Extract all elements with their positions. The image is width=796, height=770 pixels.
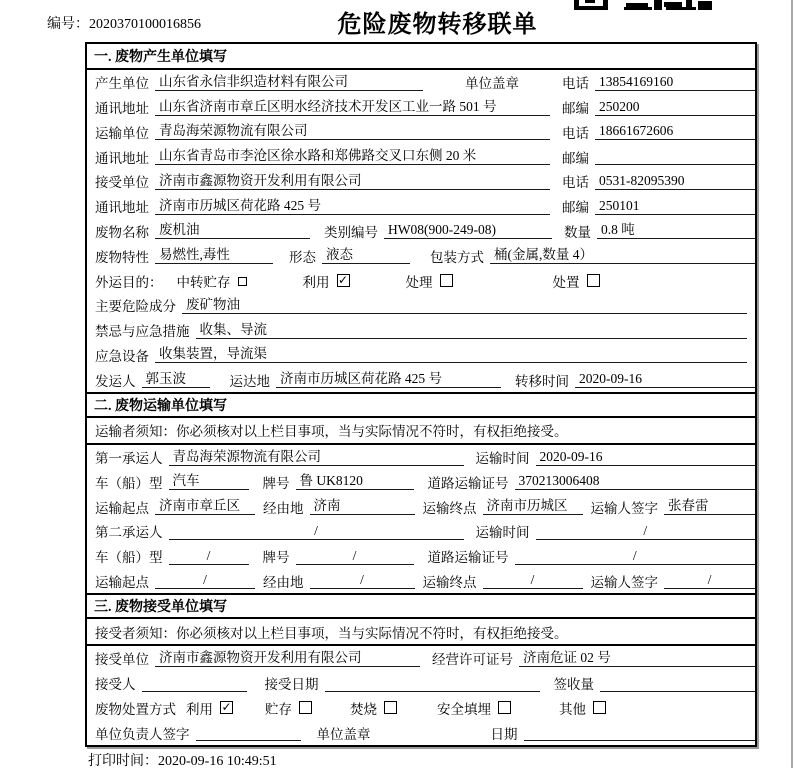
vehicle-type2-value: /: [169, 548, 249, 565]
road-permit1-value: 370213006408: [515, 473, 756, 490]
consignor-label: 发运人: [95, 373, 136, 389]
acceptor-label: 接受人: [95, 677, 136, 693]
row-receiver-unit: [87, 169, 755, 194]
row-transporter-notice: [87, 418, 755, 445]
disposal-burn-checkbox: [384, 701, 397, 714]
producer-phone-label: 电话: [562, 76, 589, 92]
row-emergency-measures: [87, 318, 755, 343]
row-consignor: [87, 367, 755, 392]
section1-header: 一. 废物产生单位填写: [87, 44, 755, 70]
packing-value: 桶(金属,数量 4）: [490, 247, 755, 264]
disposal-use-label: 利用: [186, 701, 213, 717]
waste-property-value: 易燃性,毒性: [155, 247, 273, 264]
date-label: 日期: [490, 726, 518, 742]
disposal-other-label: 其他: [559, 701, 586, 717]
waste-name-value: 废机油: [155, 222, 310, 239]
row-responsible-sign: [87, 720, 755, 745]
purpose-treat-checkbox: [440, 274, 453, 287]
receiver-postcode-value: 250101: [595, 198, 755, 215]
emergency-measures-label: 禁忌与应急措施: [95, 324, 190, 340]
license-label: 经营许可证号: [432, 652, 513, 668]
page-edge-line: [791, 0, 793, 768]
vehicle-type1-label: 车（船）型: [95, 475, 163, 491]
transport-time1-value: 2020-09-16: [536, 449, 756, 466]
producer-address-value: 山东省济南市章丘区明水经济技术开发区工业一路 501 号: [155, 99, 550, 116]
manifest-form: [85, 42, 757, 747]
row-second-carrier: [87, 519, 755, 544]
road-permit1-label: 道路运输证号: [427, 475, 509, 491]
row-producer-unit: [87, 70, 755, 95]
route1-sign-value: 张春雷: [664, 498, 755, 515]
transport-postcode-value: [595, 148, 755, 165]
purpose-dispose-checkbox: [587, 274, 600, 287]
received-amount-value: [600, 675, 755, 692]
route1-start-label: 运输起点: [95, 500, 149, 516]
transport-time1-label: 运输时间: [475, 451, 530, 467]
receiver-unit-label: 接受单位: [95, 175, 149, 191]
transport-unit-value: 青岛海荣源物流有限公司: [155, 123, 550, 140]
disposal-burn-label: 焚烧: [350, 701, 377, 717]
responsible-sign-value: [196, 724, 301, 741]
first-carrier-value: 青岛海荣源物流有限公司: [169, 449, 464, 466]
row-acceptor: [87, 671, 755, 696]
row-vehicle1: [87, 469, 755, 494]
emergency-measures-value: 收集、导流: [196, 322, 748, 339]
second-carrier-label: 第二承运人: [95, 525, 163, 541]
plate2-label: 牌号: [262, 550, 290, 566]
vehicle-type2-label: 车（船）型: [95, 550, 163, 566]
first-carrier-label: 第一承运人: [95, 451, 163, 467]
emergency-equipment-label: 应急设备: [95, 348, 149, 364]
responsible-sign-label: 单位负责人签字: [95, 726, 190, 742]
transfer-time-value: 2020-09-16: [575, 371, 755, 388]
hazard-component-label: 主要危险成分: [95, 299, 176, 315]
disposal-use-checkbox: ✓: [221, 701, 232, 715]
unit-seal2-label: 单位盖章: [316, 726, 371, 742]
transport-postcode-label: 邮编: [562, 150, 589, 166]
accept-date-label: 接受日期: [264, 677, 319, 693]
producer-unit-label: 产生单位: [95, 76, 149, 92]
receiver-phone-value: 0531-82095390: [595, 173, 755, 190]
route2-start-label: 运输起点: [95, 574, 149, 590]
form-state-value: 液态: [322, 247, 410, 264]
route1-end-label: 运输终点: [422, 500, 477, 516]
plate1-value: 鲁 UK8120: [296, 473, 414, 490]
row-waste-property: [87, 243, 755, 268]
route1-end-value: 济南市历城区: [483, 498, 583, 515]
disposal-storage-label: 贮存: [265, 701, 292, 717]
row-transport-address: [87, 144, 755, 169]
route2-via-value: /: [310, 572, 415, 589]
purpose-option-treat-label: 处理: [405, 274, 433, 290]
row-producer-address: [87, 95, 755, 120]
row-waste-name: [87, 219, 755, 244]
disposal-method-label: 废物处置方式: [95, 701, 176, 717]
hazard-component-value: 废矿物油: [182, 297, 747, 314]
form-state-label: 形态: [289, 249, 316, 265]
row-disposal-method: [87, 696, 755, 721]
route2-end-value: /: [483, 572, 583, 589]
purpose-use-checkbox: ✓: [337, 274, 349, 287]
disposal-storage-checkbox: [299, 701, 312, 714]
transfer-time-label: 转移时间: [515, 373, 569, 389]
receiver-unit-value: 济南市鑫源物资开发利用有限公司: [155, 173, 550, 190]
route2-sign-value: /: [664, 572, 755, 589]
row-route1: [87, 494, 755, 519]
accept-date-value: [325, 675, 540, 692]
accept-unit-value: 济南市鑫源物资开发利用有限公司: [155, 650, 420, 667]
transporter-notice-text: 运输者须知：你必须核对以上栏目事项，当与实际情况不符时，有权拒绝接受。: [95, 424, 568, 440]
license-value: 济南危证 02 号: [519, 650, 755, 667]
row-route2: [87, 569, 755, 594]
route2-via-label: 经由地: [263, 574, 304, 590]
print-time-value: 2020-09-16 10:49:51: [158, 754, 277, 769]
transport-address-value: 山东省青岛市李沧区徐水路和郑佛路交叉口东侧 20 米: [155, 148, 550, 165]
transport-phone-value: 18661672606: [595, 123, 755, 140]
receiver-notice-text: 接受者须知：你必须核对以上栏目事项，当与实际情况不符时，有权拒绝接受。: [95, 625, 568, 641]
row-receiver-address: [87, 194, 755, 219]
section3-header: 三. 废物接受单位填写: [87, 593, 755, 619]
waste-name-label: 废物名称: [95, 224, 149, 240]
destination-label: 运达地: [229, 373, 270, 389]
row-first-carrier: [87, 445, 755, 470]
route1-sign-label: 运输人签字: [590, 500, 658, 516]
producer-phone-value: 13854169160: [595, 74, 755, 91]
unit-seal-label: 单位盖章: [465, 76, 519, 92]
producer-address-label: 通讯地址: [95, 101, 149, 117]
serial-label: 编号：: [47, 17, 89, 32]
acceptor-value: [142, 675, 247, 692]
category-code-label: 类别编号: [324, 224, 378, 240]
consignor-value: 郭玉波: [142, 371, 210, 388]
clipped-stamp-graphic: [574, 0, 714, 10]
receiver-address-label: 通讯地址: [95, 200, 149, 216]
row-receiver-notice: [87, 619, 755, 646]
purpose-storage-checkbox: [238, 277, 247, 286]
date-value: [524, 724, 756, 741]
plate2-value: /: [296, 548, 414, 565]
serial-value: 2020370100016856: [89, 17, 201, 32]
print-time: [88, 750, 277, 770]
route2-sign-label: 运输人签字: [590, 574, 658, 590]
producer-unit-value: 山东省永信非织造材料有限公司: [155, 74, 423, 91]
road-permit2-value: /: [515, 548, 756, 565]
transport-time2-value: /: [536, 523, 756, 540]
waste-property-label: 废物特性: [95, 249, 149, 265]
quantity-label: 数量: [564, 224, 591, 240]
vehicle-type1-value: 汽车: [169, 473, 249, 490]
received-amount-label: 签收量: [553, 677, 594, 693]
disposal-landfill-label: 安全填埋: [437, 701, 491, 717]
receiver-address-value: 济南市历城区荷花路 425 号: [155, 198, 550, 215]
row-hazard-component: [87, 293, 755, 318]
receiver-postcode-label: 邮编: [562, 200, 589, 216]
transport-time2-label: 运输时间: [475, 525, 530, 541]
accept-unit-label: 接受单位: [95, 652, 149, 668]
route1-start-value: 济南市章丘区: [155, 498, 255, 515]
route1-via-value: 济南: [310, 498, 415, 515]
row-emergency-equipment: [87, 342, 755, 367]
purpose-option-dispose-label: 处置: [552, 274, 580, 290]
plate1-label: 牌号: [262, 475, 290, 491]
row-vehicle2: [87, 544, 755, 569]
purpose-option-use-label: 利用: [302, 274, 330, 290]
disposal-other-checkbox: [593, 701, 606, 714]
route2-start-value: /: [155, 572, 255, 589]
transport-unit-label: 运输单位: [95, 125, 149, 141]
quantity-value: 0.8 吨: [597, 222, 755, 239]
route2-end-label: 运输终点: [422, 574, 477, 590]
transport-phone-label: 电话: [562, 125, 589, 141]
page-title: 危险废物转移联单: [337, 12, 538, 38]
destination-value: 济南市历城区荷花路 425 号: [276, 371, 501, 388]
producer-postcode-value: 250200: [595, 99, 755, 116]
purpose-option-storage-label: 中转贮存: [176, 274, 231, 290]
disposal-landfill-checkbox: [498, 701, 511, 714]
route1-via-label: 经由地: [263, 500, 304, 516]
transport-address-label: 通讯地址: [95, 150, 149, 166]
row-transfer-purpose: [87, 268, 755, 293]
print-time-label: 打印时间：: [88, 754, 158, 769]
row-transport-unit: [87, 120, 755, 145]
category-code-value: HW08(900-249-08): [384, 222, 552, 239]
producer-postcode-label: 邮编: [562, 101, 589, 117]
second-carrier-value: /: [169, 523, 464, 540]
road-permit2-label: 道路运输证号: [427, 550, 509, 566]
section2-header: 二. 废物运输单位填写: [87, 392, 755, 418]
receiver-phone-label: 电话: [562, 175, 589, 191]
row-accept-unit: [87, 646, 755, 671]
emergency-equipment-value: 收集装置，导流渠: [155, 346, 747, 363]
packing-label: 包装方式: [430, 249, 484, 265]
purpose-label: 外运目的：: [95, 274, 163, 290]
